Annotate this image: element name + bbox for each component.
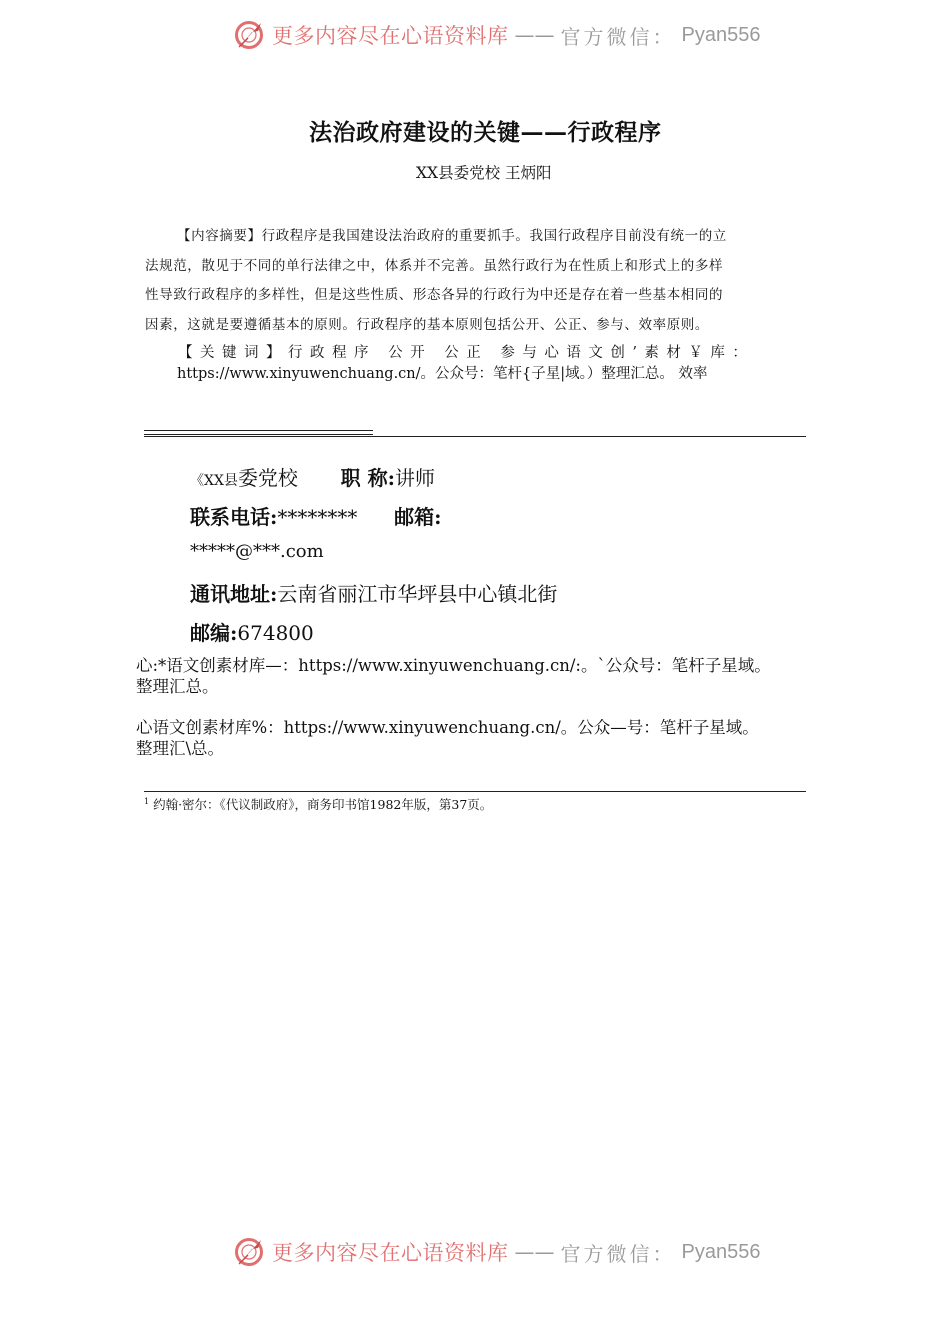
- author-line: XX县委党校 王炳阳: [416, 164, 552, 182]
- address-value: 云南省丽江市华坪县中心镇北街: [277, 582, 558, 606]
- watermark-wechat-label: 官方微信：: [560, 24, 676, 49]
- watermark-wechat-label: 官方微信：: [560, 1241, 676, 1266]
- email-label: 邮箱:: [394, 505, 442, 529]
- promo-note-line: 心:*语文创素材库—：https://www.xinyuwenchuang.cn/:。`公众号：笔杆子星域。: [136, 656, 771, 675]
- footnote-rule: [144, 791, 806, 792]
- footnote-marker: 1: [144, 796, 150, 806]
- author-unit-line: [190, 462, 435, 491]
- abstract-line: 因素，这就是要遵循基本的原则。行政程序的基本原则包括公开、公正、参与、效率原则。: [145, 316, 709, 333]
- abstract-line: 法规范，散见于不同的单行法律之中，体系并不完善。虽然行政行为在性质上和形式上的多样: [145, 257, 724, 274]
- unit-prefix: 《XX县: [190, 473, 238, 489]
- abstract: [145, 222, 727, 340]
- keywords-url-line: https://www.xinyuwenchuang.cn/。公众号：笔杆{子星|域。）整理汇总。 效率: [177, 366, 708, 382]
- phone-value: ********: [277, 505, 358, 529]
- separator-rule-long: [144, 436, 806, 437]
- zip-label: 邮编:: [190, 621, 238, 645]
- promo-note: [136, 655, 771, 697]
- watermark-wechat-id: Pyan556: [681, 1240, 761, 1263]
- watermark-wechat-id: Pyan556: [681, 23, 761, 46]
- quill-pen-badge-icon: [232, 18, 266, 52]
- unit-name: 委党校: [237, 466, 298, 490]
- watermark-header: [232, 18, 760, 52]
- quill-pen-badge-icon: [232, 1235, 266, 1269]
- keywords-line: 【关键词】行政程序 公开 公正 参与心语文创’素材￥库：: [178, 345, 755, 361]
- watermark-footer: [232, 1235, 760, 1269]
- address-label: 通讯地址:: [190, 582, 278, 606]
- watermark-text: 更多内容尽在心语资料库: [272, 1241, 509, 1265]
- promo-note: [136, 717, 759, 759]
- separator-rule-short-1: [144, 430, 373, 431]
- watermark-separator: ——: [514, 23, 555, 47]
- footnote-text: 约翰·密尔：《代议制政府》，商务印书馆1982年版，第37页。: [153, 797, 493, 812]
- abstract-line: 性导致行政程序的多样性，但是这些性质、形态各异的行政行为中还是存在着一些基本相同的: [145, 287, 724, 303]
- footnote: [144, 795, 492, 813]
- separator-rule-short-2: [144, 434, 373, 435]
- title-label: 职 称:: [340, 466, 396, 490]
- zip-value: 674800: [237, 621, 314, 645]
- abstract-line: 【内容摘要】行政程序是我国建设法治政府的重要抓手。我国行政程序目前没有统一的立: [177, 228, 727, 244]
- watermark-text: 更多内容尽在心语资料库: [272, 24, 509, 48]
- phone-label: 联系电话:: [190, 505, 278, 529]
- phone-line: [190, 501, 442, 530]
- watermark-separator: ——: [514, 1240, 555, 1264]
- zip-line: [190, 617, 314, 646]
- document-title: 法治政府建设的关键——行政程序: [309, 119, 662, 146]
- email-value: *****@***.com: [190, 541, 324, 562]
- address-line: [190, 578, 557, 607]
- promo-note-line: 整理汇\总。: [136, 739, 225, 758]
- promo-note-line: 整理汇总。: [136, 677, 219, 696]
- title-value: 讲师: [395, 466, 436, 490]
- promo-note-line: 心语文创素材库%：https://www.xinyuwenchuang.cn/。公众—号：笔杆子星域。: [136, 718, 759, 737]
